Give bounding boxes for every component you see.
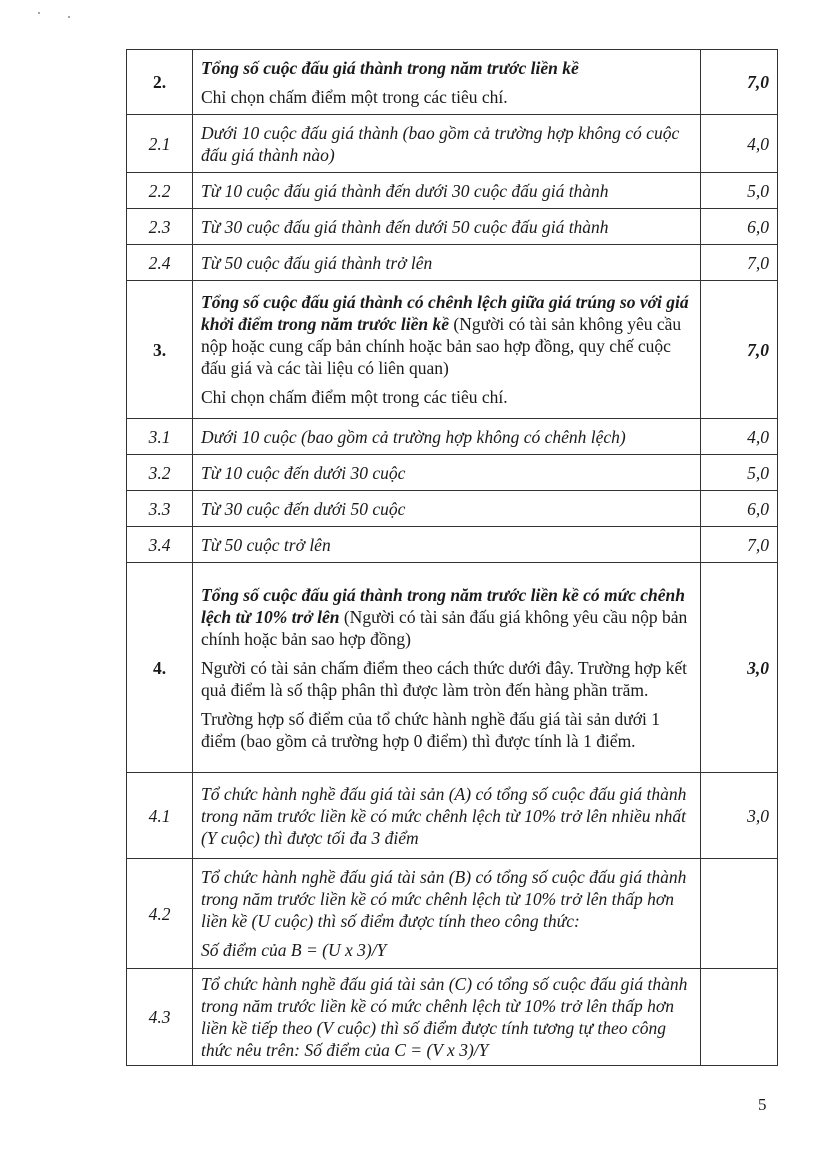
criteria-paragraph — [201, 291, 692, 379]
criteria-description — [193, 491, 701, 527]
criteria-row — [127, 50, 778, 115]
criteria-score: 7,0 — [701, 50, 778, 115]
criteria-paragraph: Tổ chức hành nghề đấu giá tài sản (B) có tổng số cuộc đấu giá thành trong năm trước liền kề có mức chênh lệch từ 10% trở lên thấp hơn liền kề (U cuộc) thì số điểm được tính theo công thức: — [201, 867, 687, 931]
criteria-row — [127, 209, 778, 245]
criteria-row — [127, 245, 778, 281]
criteria-row — [127, 563, 778, 773]
criteria-paragraph: Tổ chức hành nghề đấu giá tài sản (A) có tổng số cuộc đấu giá thành trong năm trước liền kề có mức chênh lệch từ 10% trở lên nhiều nhất (Y cuộc) thì được tối đa 3 điểm — [201, 783, 687, 848]
criteria-description — [193, 419, 701, 455]
criteria-score: 7,0 — [701, 281, 778, 419]
criteria-number: 3.2 — [127, 455, 193, 491]
criteria-paragraph: Từ 10 cuộc đấu giá thành đến dưới 30 cuộc đấu giá thành — [201, 180, 609, 201]
criteria-heading-text: Tổng số cuộc đấu giá thành trong năm trước liền kề có mức chênh lệch từ 10% trở lên — [201, 584, 685, 627]
criteria-paragraph: Chỉ chọn chấm điểm một trong các tiêu chí. — [201, 86, 508, 107]
criteria-paragraph: Từ 50 cuộc đấu giá thành trở lên — [201, 252, 433, 273]
criteria-score: 6,0 — [701, 491, 778, 527]
criteria-score: 6,0 — [701, 209, 778, 245]
criteria-number: 2.2 — [127, 173, 193, 209]
criteria-paragraph: Từ 30 cuộc đến dưới 50 cuộc — [201, 498, 406, 519]
criteria-note-text: (Người có tài sản không yêu cầu nộp hoặc cung cấp bản chính hoặc bản sao hợp đồng, quy chế cuộc đấu giá và các tài liệu có liên quan) — [201, 314, 682, 378]
criteria-row — [127, 455, 778, 491]
criteria-score: 3,0 — [701, 563, 778, 773]
criteria-score: 7,0 — [701, 527, 778, 563]
criteria-number: 2.3 — [127, 209, 193, 245]
criteria-score: 3,0 — [701, 773, 778, 859]
scan-speck — [38, 12, 40, 14]
criteria-paragraph: Từ 10 cuộc đến dưới 30 cuộc — [201, 462, 406, 483]
criteria-number: 2.1 — [127, 115, 193, 173]
criteria-score: 5,0 — [701, 455, 778, 491]
criteria-row — [127, 773, 778, 859]
criteria-row — [127, 173, 778, 209]
criteria-table-body — [127, 50, 778, 1066]
criteria-row — [127, 419, 778, 455]
scan-speck — [68, 16, 70, 18]
criteria-paragraph: Chỉ chọn chấm điểm một trong các tiêu chí. — [201, 387, 508, 407]
criteria-paragraph: Tổ chức hành nghề đấu giá tài sản (C) có tổng số cuộc đấu giá thành trong năm trước liền kề có mức chênh lệch từ 10% trở lên thấp hơn liền kề tiếp theo (V cuộc) thì số điểm được tính tương tự theo công thức nêu trên: Số điểm của C = (V x 3)/Y — [201, 974, 688, 1060]
criteria-paragraph: Số điểm của B = (U x 3)/Y — [201, 940, 387, 960]
criteria-number: 3. — [127, 281, 193, 419]
criteria-paragraph: Từ 50 cuộc trở lên — [201, 534, 331, 555]
criteria-description — [193, 455, 701, 491]
criteria-row — [127, 527, 778, 563]
criteria-description — [193, 969, 701, 1066]
criteria-score: 5,0 — [701, 173, 778, 209]
criteria-score: 4,0 — [701, 115, 778, 173]
criteria-score: 4,0 — [701, 419, 778, 455]
criteria-note-text: (Người có tài sản đấu giá không yêu cầu nộp bản chính hoặc bản sao hợp đồng) — [201, 606, 688, 649]
criteria-number: 4.2 — [127, 859, 193, 969]
criteria-heading-text: Tổng số cuộc đấu giá thành có chênh lệch giữa giá trúng so với giá khởi điểm trong năm trước liền kề — [201, 292, 689, 334]
criteria-description — [193, 281, 701, 419]
criteria-paragraph — [201, 584, 692, 650]
criteria-table — [126, 49, 778, 1066]
criteria-description — [193, 563, 701, 773]
criteria-row — [127, 491, 778, 527]
criteria-paragraph: Dưới 10 cuộc đấu giá thành (bao gồm cả trường hợp không có cuộc đấu giá thành nào) — [201, 122, 680, 165]
criteria-number: 3.1 — [127, 419, 193, 455]
criteria-score — [701, 859, 778, 969]
criteria-description — [193, 859, 701, 969]
criteria-description — [193, 773, 701, 859]
criteria-number: 3.3 — [127, 491, 193, 527]
criteria-paragraph: Dưới 10 cuộc (bao gồm cả trường hợp không có chênh lệch) — [201, 426, 626, 447]
criteria-description — [193, 115, 701, 173]
criteria-row — [127, 115, 778, 173]
criteria-row — [127, 969, 778, 1066]
criteria-row — [127, 859, 778, 969]
criteria-number: 4.3 — [127, 969, 193, 1066]
criteria-description — [193, 50, 701, 115]
criteria-score — [701, 969, 778, 1066]
criteria-description — [193, 173, 701, 209]
criteria-description — [193, 209, 701, 245]
criteria-description — [193, 527, 701, 563]
page-number: 5 — [758, 1095, 767, 1114]
criteria-paragraph: Tổng số cuộc đấu giá thành trong năm trước liền kề — [201, 57, 579, 78]
criteria-row — [127, 281, 778, 419]
criteria-number: 3.4 — [127, 527, 193, 563]
criteria-paragraph: Từ 30 cuộc đấu giá thành đến dưới 50 cuộc đấu giá thành — [201, 216, 609, 237]
criteria-description — [193, 245, 701, 281]
criteria-number: 2.4 — [127, 245, 193, 281]
criteria-paragraph: Trường hợp số điểm của tổ chức hành nghề đấu giá tài sản dưới 1 điểm (bao gồm cả trường hợp 0 điểm) thì được tính là 1 điểm. — [201, 708, 660, 751]
criteria-paragraph: Người có tài sản chấm điểm theo cách thức dưới đây. Trường hợp kết quả điểm là số thập phân thì được làm tròn đến hàng phần trăm. — [201, 657, 687, 700]
criteria-number: 4. — [127, 563, 193, 773]
criteria-number: 4.1 — [127, 773, 193, 859]
criteria-score: 7,0 — [701, 245, 778, 281]
criteria-number: 2. — [127, 50, 193, 115]
